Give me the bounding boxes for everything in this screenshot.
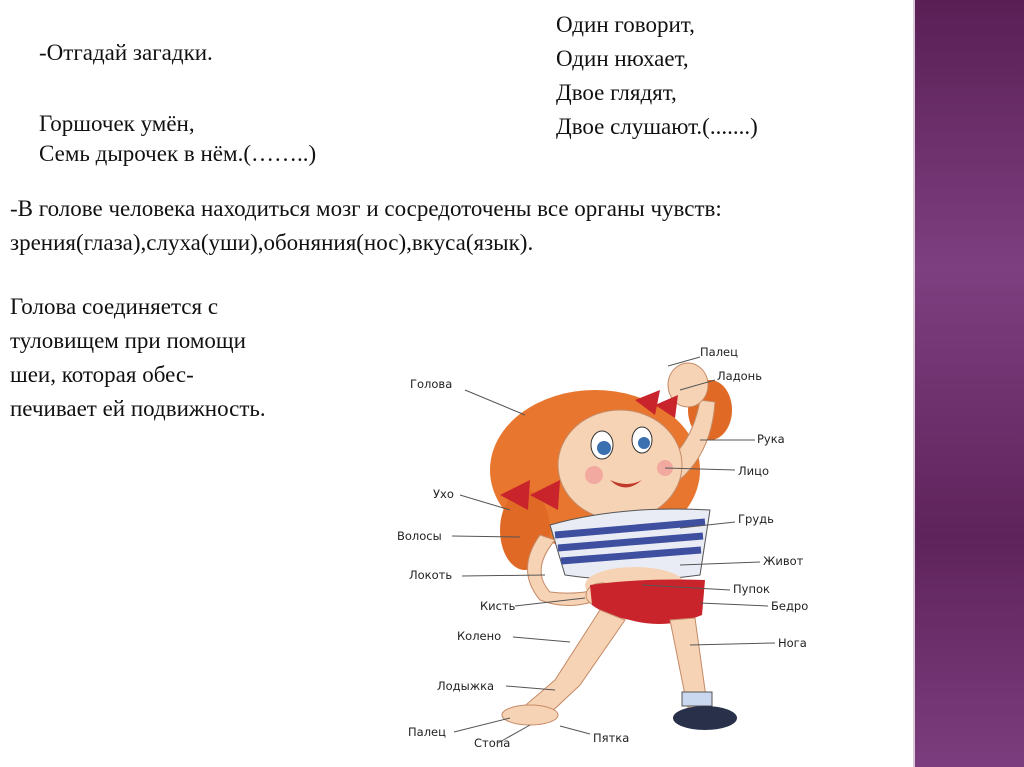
label-face: Лицо <box>738 464 769 478</box>
neck-paragraph-line1: Голова соединяется с <box>10 294 219 319</box>
riddle2-line2: Один нюхает, <box>556 46 689 71</box>
label-hair: Волосы <box>397 529 442 543</box>
brain-paragraph-line1: -В голове человека находиться мозг и сосредоточены все органы чувств: <box>10 196 722 221</box>
label-finger-top: Палец <box>700 345 738 359</box>
riddle1-line1: Горшочек умён, <box>39 111 195 136</box>
riddle2-line1: Один говорит, <box>556 12 695 37</box>
label-toe: Палец <box>408 725 446 739</box>
label-heel: Пятка <box>593 731 630 745</box>
label-belly: Живот <box>763 554 804 568</box>
riddle-intro: -Отгадай загадки. <box>39 40 213 65</box>
label-palm: Ладонь <box>717 369 762 383</box>
riddle2-line4: Двое слушают.(.......) <box>556 114 758 139</box>
label-wrist: Кисть <box>480 599 516 613</box>
girl-body-diagram <box>380 330 840 760</box>
neck-paragraph-line3: шеи, которая обес- <box>10 362 194 387</box>
label-knee: Колено <box>457 629 502 643</box>
neck-paragraph-line2: туловищем при помощи <box>10 328 246 353</box>
riddle2 <box>556 8 758 144</box>
riddle2-line3: Двое глядят, <box>556 80 677 105</box>
neck-paragraph <box>10 290 266 426</box>
riddle1-line2: Семь дырочек в нём.(……..) <box>39 141 317 166</box>
label-ankle: Лодыжка <box>437 679 495 693</box>
label-chest: Грудь <box>738 512 774 526</box>
label-head: Голова <box>410 377 453 391</box>
brain-paragraph <box>10 192 722 260</box>
label-foot: Стопа <box>474 736 511 750</box>
label-arm: Рука <box>757 432 785 446</box>
brain-paragraph-line2: зрения(глаза),слуха(уши),обоняния(нос),вкуса(язык). <box>10 230 534 255</box>
neck-paragraph-line4: печивает ей подвижность. <box>10 396 266 421</box>
body-parts-illustration <box>380 330 840 760</box>
label-elbow: Локоть <box>409 568 453 582</box>
decorative-sidebar <box>915 0 1024 767</box>
label-navel: Пупок <box>733 582 770 596</box>
label-ear: Ухо <box>433 487 454 501</box>
label-leg: Нога <box>778 636 807 650</box>
label-thigh: Бедро <box>771 599 809 613</box>
